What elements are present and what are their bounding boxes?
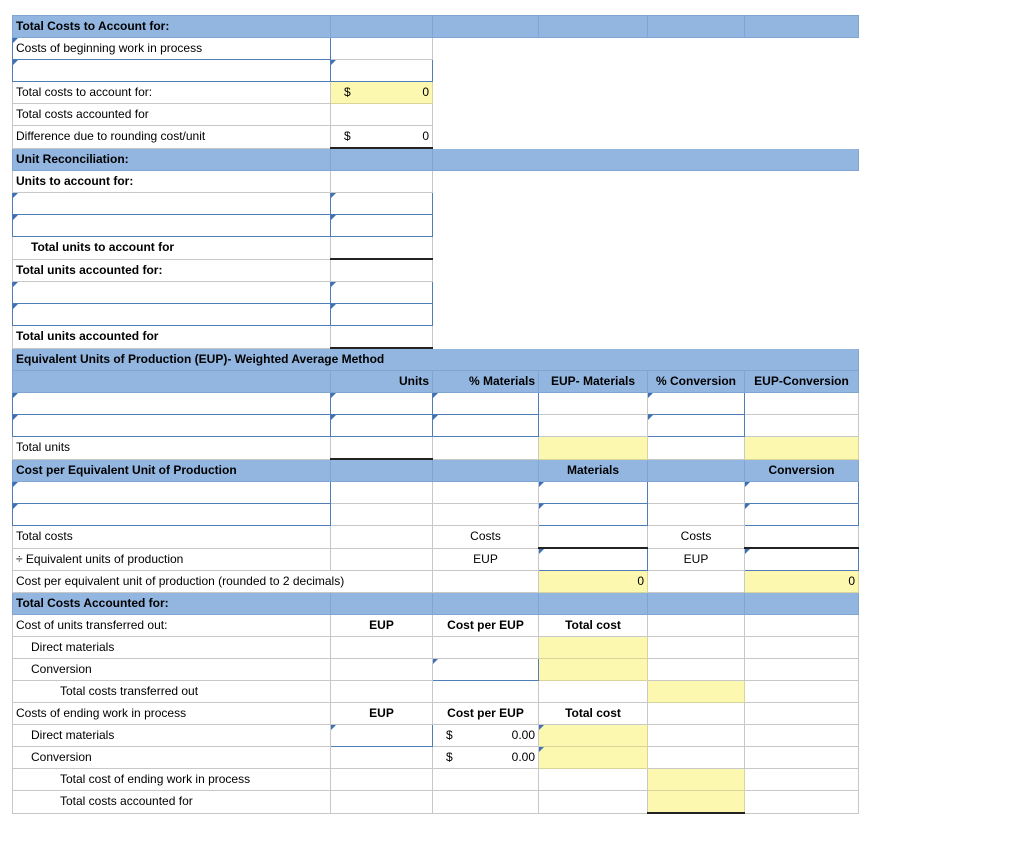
eup-row-1-pct-materials-input[interactable] <box>433 393 539 415</box>
total-costs-to-account-label: Total costs to account for: <box>13 82 331 104</box>
total-eup-materials <box>539 437 648 460</box>
eup-divisor-label: ÷ Equivalent units of production <box>13 548 331 571</box>
eup-conversion-divisor-input[interactable] <box>745 548 859 571</box>
transferred-out-label: Cost of units transferred out: <box>13 615 331 637</box>
eup-row-1-eup-conversion <box>745 393 859 415</box>
section-header-eup: Equivalent Units of Production (EUP)- Weighted Average Method <box>13 348 859 371</box>
ending-conv-eup <box>331 747 433 769</box>
transferred-dm-total <box>539 637 648 659</box>
ending-dm-total <box>539 725 648 747</box>
total-costs-label: Total costs <box>13 526 331 549</box>
total-units-accounted-value <box>331 326 433 349</box>
eup-row-2-label-input[interactable] <box>13 415 331 437</box>
col-conversion: Conversion <box>745 459 859 482</box>
transferred-conv-eup <box>331 659 433 681</box>
total-costs-to-account-value: $ 0 <box>331 82 433 104</box>
section-header-costs-accounted: Total Costs Accounted for: <box>13 593 859 615</box>
units-accounted-row-2-value-input[interactable] <box>331 304 433 326</box>
section-header-unit-reconciliation: Unit Reconciliation: <box>13 148 859 171</box>
cost-per-eup-conversion: 0 <box>745 571 859 593</box>
ending-conv-total <box>539 747 648 769</box>
transferred-dm-label: Direct materials <box>13 637 331 659</box>
cpeu-row-2-materials-input[interactable] <box>539 504 648 526</box>
total-units-to-account-label: Total units to account for <box>13 237 331 260</box>
eup-row-2-eup-conversion <box>745 415 859 437</box>
cpeu-row-2-label-input[interactable] <box>13 504 331 526</box>
eup-row-1-eup-materials <box>539 393 648 415</box>
beginning-wip-cost[interactable] <box>331 38 433 60</box>
section-title: Total Costs to Account for: <box>13 16 331 38</box>
total-units-to-account-value <box>331 237 433 260</box>
total-costs-conversion <box>745 526 859 549</box>
eup-row-1-label-input[interactable] <box>13 393 331 415</box>
col-pct-materials: % Materials <box>433 371 539 393</box>
total-ending-wip-value <box>648 769 745 791</box>
total-costs-materials <box>539 526 648 549</box>
transferred-conv-cost-per-input[interactable] <box>433 659 539 681</box>
total-eup-conversion <box>745 437 859 460</box>
transferred-dm-eup <box>331 637 433 659</box>
units-accounted-row-1-label-input[interactable] <box>13 282 331 304</box>
difference-rounding-label: Difference due to rounding cost/unit <box>13 126 331 149</box>
units-accounted-for-label: Total units accounted for: <box>13 259 331 282</box>
section-header-costs-to-account <box>13 16 859 38</box>
cost-per-eup-materials: 0 <box>539 571 648 593</box>
ending-conv-label: Conversion <box>13 747 331 769</box>
total-costs-accounted-value <box>331 104 433 126</box>
units-row-1-label-input[interactable] <box>13 193 331 215</box>
ending-dm-eup-input[interactable] <box>331 725 433 747</box>
cpeu-row-1-conversion-input[interactable] <box>745 482 859 504</box>
eup-row-1-pct-conversion-input[interactable] <box>648 393 745 415</box>
process-costing-worksheet: Total Costs to Account for: Costs of beginning work in process Total costs to account for: $ 0 Total costs accounted for Difference due to rounding cost/unit $ 0 Unit Reconciliation: Units to account for: Total units to account for Total units accounted for: Total units accounted for Equivalent Units of Production (EUP)- Weighted Average Method Units % Materials EUP- Materials % Conversion EUP-Conversion Total units Cost per Equivalent Unit of Production Materials Conversion Total costs Costs Costs ÷ Equivalent units of production EUP EUP Cost per equivalent unit of production (rounded to 2 decimals) 0 0 Total Costs Accounted for: Cost of units transferred out: EUP Cost per EUP Total cost Direct materials Conversion Total costs transferred out Costs of ending work in process EUP Cost per EUP Total cost Direct materials $ 0.00 Conversion $ 0.00 Total cost of ending work in process Total costs accounted for <box>12 15 859 814</box>
cost-row-label-input[interactable] <box>13 60 331 82</box>
transferred-conv-label: Conversion <box>13 659 331 681</box>
col-units: Units <box>331 371 433 393</box>
transferred-conv-total <box>539 659 648 681</box>
col-eup-conversion: EUP-Conversion <box>745 371 859 393</box>
total-costs-accounted-for-value <box>648 791 745 814</box>
units-row-2-value-input[interactable] <box>331 215 433 237</box>
total-units-accounted-label: Total units accounted for <box>13 326 331 349</box>
total-units-label: Total units <box>13 437 331 460</box>
total-costs-accounted-for-label: Total costs accounted for <box>13 791 331 814</box>
beginning-wip-label[interactable]: Costs of beginning work in process <box>13 38 331 60</box>
col-eup-materials: EUP- Materials <box>539 371 648 393</box>
cpeu-row-1-label-input[interactable] <box>13 482 331 504</box>
total-units-value <box>331 437 433 460</box>
cpeu-row-1-materials-input[interactable] <box>539 482 648 504</box>
ending-dm-cost-per: $ 0.00 <box>433 725 539 747</box>
total-ending-wip-label: Total cost of ending work in process <box>13 769 331 791</box>
ending-wip-label: Costs of ending work in process <box>13 703 331 725</box>
units-to-account-label: Units to account for: <box>13 171 331 193</box>
units-row-1-value-input[interactable] <box>331 193 433 215</box>
cost-row-value-input[interactable] <box>331 60 433 82</box>
eup-row-2-units-input[interactable] <box>331 415 433 437</box>
ending-conv-cost-per: $ 0.00 <box>433 747 539 769</box>
units-accounted-row-1-value-input[interactable] <box>331 282 433 304</box>
col-materials: Materials <box>539 459 648 482</box>
cpeu-row-2-conversion-input[interactable] <box>745 504 859 526</box>
transferred-dm-cost-per <box>433 637 539 659</box>
col-pct-conversion: % Conversion <box>648 371 745 393</box>
section-header-cost-per-eup: Cost per Equivalent Unit of Production Materials Conversion <box>13 459 859 482</box>
eup-row-1-units-input[interactable] <box>331 393 433 415</box>
units-row-2-label-input[interactable] <box>13 215 331 237</box>
cost-per-eup-label: Cost per equivalent unit of production (rounded to 2 decimals) <box>13 571 433 593</box>
ending-dm-label: Direct materials <box>13 725 331 747</box>
eup-materials-divisor-input[interactable] <box>539 548 648 571</box>
difference-rounding-value: $ 0 <box>331 126 433 149</box>
eup-row-2-pct-conversion-input[interactable] <box>648 415 745 437</box>
eup-row-2-eup-materials <box>539 415 648 437</box>
total-transferred-label: Total costs transferred out <box>13 681 331 703</box>
eup-column-headers <box>13 371 859 393</box>
total-transferred-value <box>648 681 745 703</box>
total-costs-accounted-label: Total costs accounted for <box>13 104 331 126</box>
eup-row-2-pct-materials-input[interactable] <box>433 415 539 437</box>
units-accounted-row-2-label-input[interactable] <box>13 304 331 326</box>
